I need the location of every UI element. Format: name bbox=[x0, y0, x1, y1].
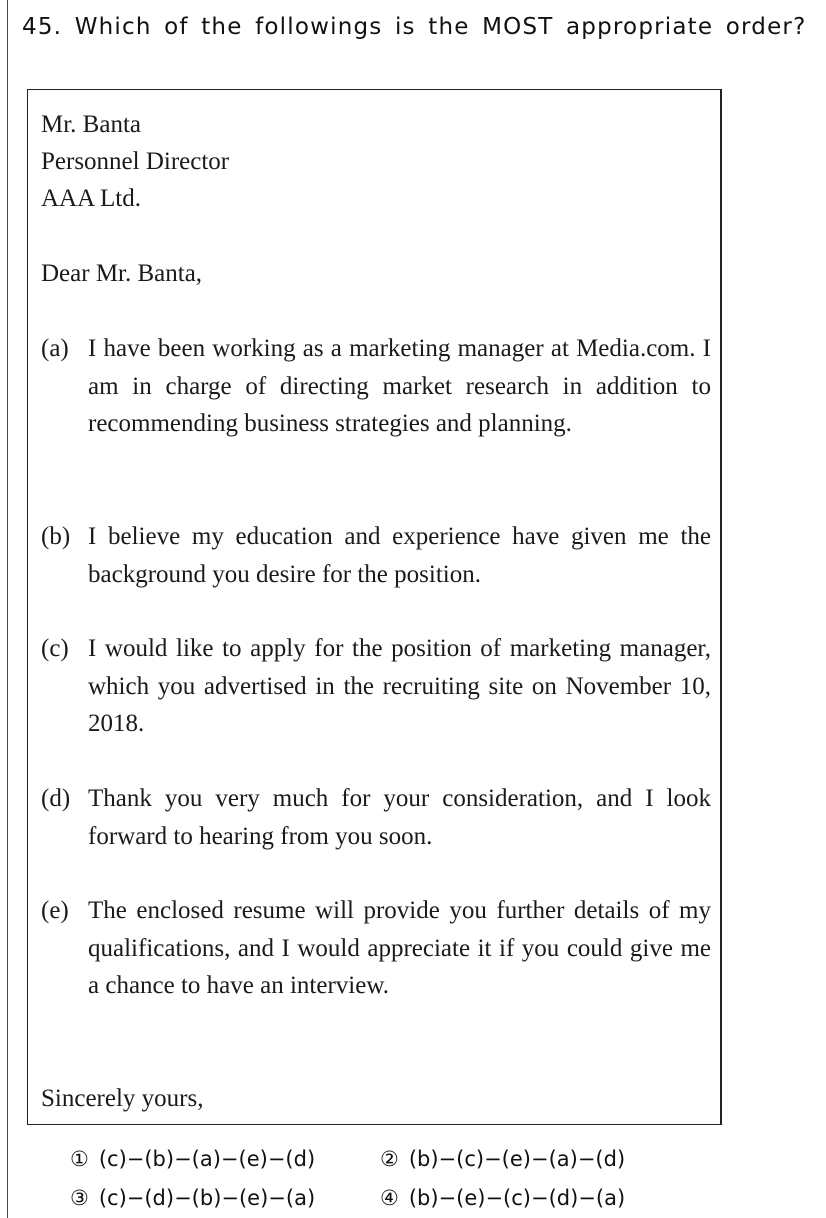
paragraph-marker: (e) bbox=[41, 897, 69, 924]
option-text: (b)−(c)−(e)−(a)−(d) bbox=[408, 1147, 626, 1171]
answer-option-2[interactable] bbox=[380, 1147, 625, 1171]
salutation: Dear Mr. Banta, bbox=[41, 260, 203, 287]
option-text: (c)−(b)−(a)−(e)−(d) bbox=[98, 1147, 316, 1171]
paragraph-marker: (d) bbox=[41, 785, 71, 812]
letter-box bbox=[27, 89, 722, 1125]
paragraph-a bbox=[41, 330, 711, 443]
recipient-name: Mr. Banta bbox=[41, 111, 141, 138]
paragraph-marker: (c) bbox=[41, 635, 69, 662]
paragraph-text: Thank you very much for your consideration, and I look forward to hearing from you soon. bbox=[88, 785, 711, 850]
option-text: (b)−(e)−(c)−(d)−(a) bbox=[408, 1186, 626, 1210]
option-number: ② bbox=[380, 1147, 399, 1171]
option-number: ① bbox=[70, 1147, 89, 1171]
paragraph-marker: (b) bbox=[41, 523, 71, 550]
page-left-rule bbox=[7, 0, 8, 1218]
paragraph-e bbox=[41, 892, 711, 1005]
option-text: (c)−(d)−(b)−(e)−(a) bbox=[98, 1186, 316, 1210]
recipient-title: Personnel Director bbox=[41, 148, 230, 175]
paragraph-text: I have been working as a marketing manager at Media.com. I am in charge of directing market research in addition to recommending business strategies and planning. bbox=[88, 335, 711, 437]
paragraph-marker: (a) bbox=[41, 335, 69, 362]
answer-option-3[interactable] bbox=[70, 1186, 315, 1210]
answer-option-1[interactable] bbox=[70, 1147, 315, 1171]
paragraph-c bbox=[41, 630, 711, 743]
option-number: ④ bbox=[380, 1186, 399, 1210]
paragraph-text: I believe my education and experience have given me the background you desire for the position. bbox=[88, 523, 711, 588]
answer-option-4[interactable] bbox=[380, 1186, 625, 1210]
question-stem: 45. Which of the followings is the MOST appropriate order? bbox=[22, 14, 807, 40]
closing: Sincerely yours, bbox=[41, 1085, 204, 1112]
recipient-company: AAA Ltd. bbox=[41, 185, 141, 212]
paragraph-text: The enclosed resume will provide you further details of my qualifications, and I would appreciate it if you could give me a chance to have an interview. bbox=[88, 897, 711, 999]
paragraph-text: I would like to apply for the position of marketing manager, which you advertised in the recruiting site on November 10, 2018. bbox=[88, 635, 711, 737]
paragraph-b bbox=[41, 518, 711, 593]
paragraph-d bbox=[41, 780, 711, 855]
option-number: ③ bbox=[70, 1186, 89, 1210]
